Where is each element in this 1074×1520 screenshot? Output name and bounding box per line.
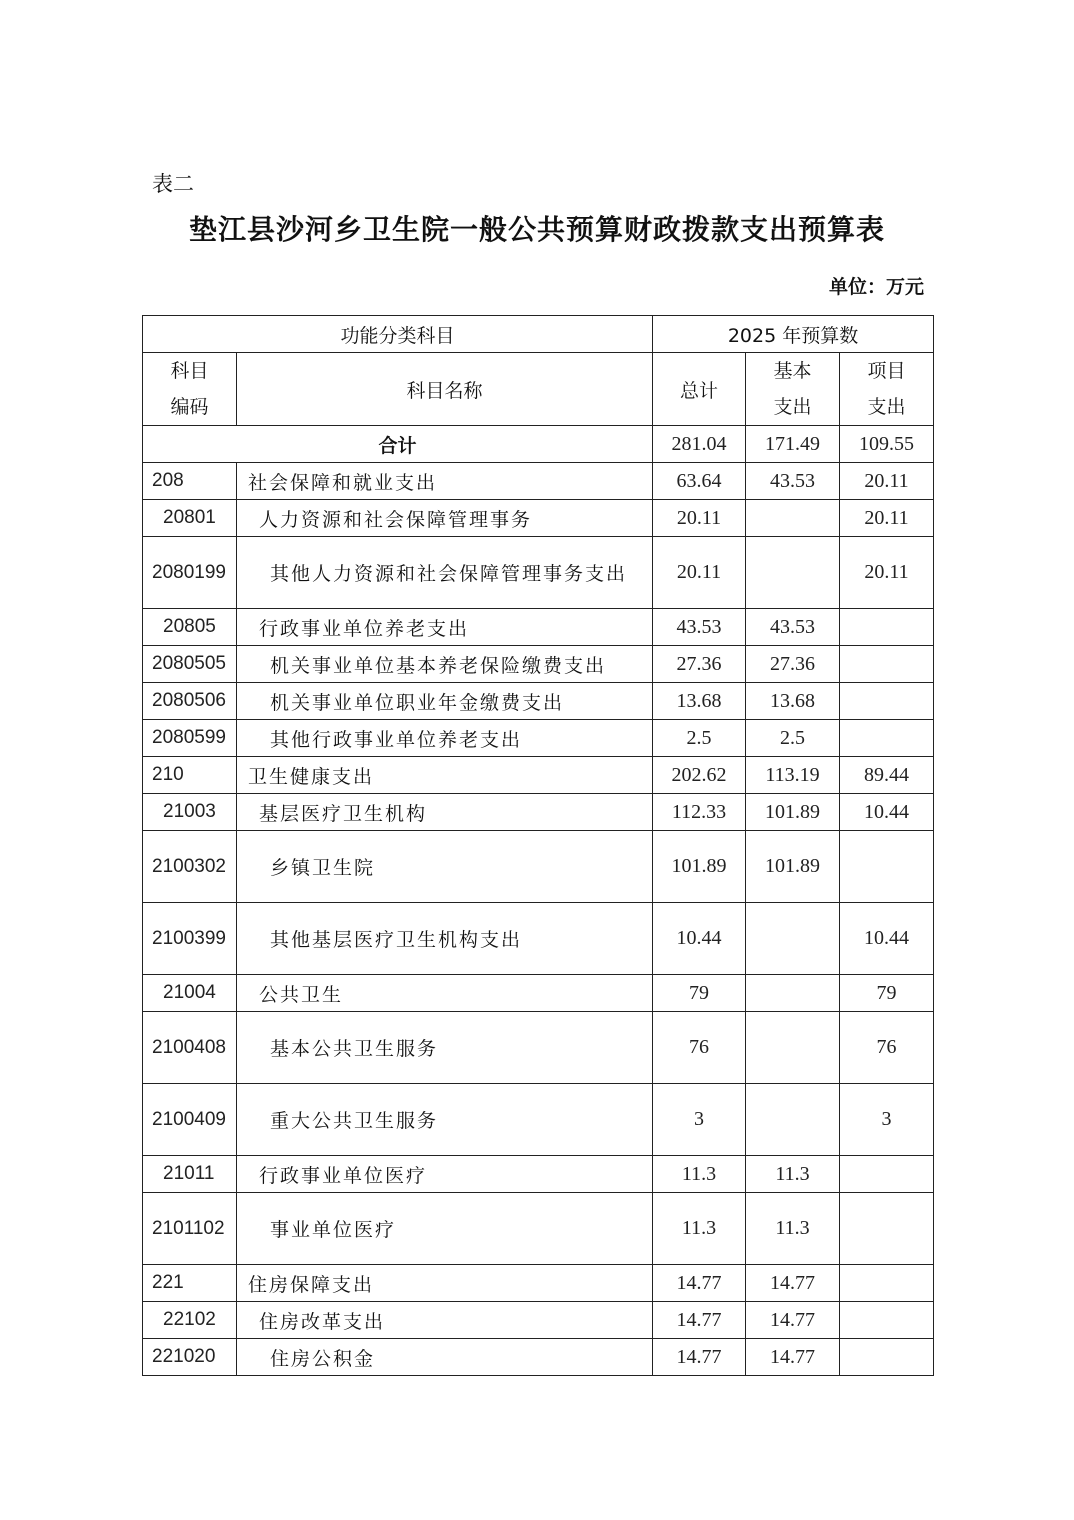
row-project [840, 646, 934, 683]
header-code [143, 353, 237, 426]
table-row [143, 1193, 934, 1265]
row-basic: 14.77 [746, 1302, 840, 1339]
row-code: 208 [143, 463, 237, 500]
row-project: 10.44 [840, 794, 934, 831]
row-code: 221 [143, 1265, 237, 1302]
table-row [143, 757, 934, 794]
row-code: 2100409 [143, 1084, 237, 1156]
header-basic [746, 353, 840, 426]
row-name: 住房保障支出 [237, 1265, 653, 1302]
row-code: 2080199 [143, 537, 237, 609]
table-row [143, 1339, 934, 1376]
row-project [840, 1193, 934, 1265]
row-name: 住房改革支出 [237, 1302, 653, 1339]
budget-table [142, 315, 934, 1376]
row-basic [746, 903, 840, 975]
row-total: 101.89 [653, 831, 746, 903]
row-basic: 14.77 [746, 1265, 840, 1302]
row-total: 10.44 [653, 903, 746, 975]
row-name: 重大公共卫生服务 [237, 1084, 653, 1156]
header-basic-line2: 支出 [773, 396, 812, 418]
row-name: 公共卫生 [237, 975, 653, 1012]
row-total: 13.68 [653, 683, 746, 720]
row-code: 21011 [143, 1156, 237, 1193]
row-project [840, 831, 934, 903]
table-row [143, 975, 934, 1012]
row-basic [746, 537, 840, 609]
row-basic: 113.19 [746, 757, 840, 794]
table-row [143, 903, 934, 975]
row-total: 3 [653, 1084, 746, 1156]
header-name: 科目名称 [237, 353, 653, 426]
row-name: 事业单位医疗 [237, 1193, 653, 1265]
table-row [143, 1012, 934, 1084]
total-basic: 171.49 [746, 426, 840, 463]
row-name: 乡镇卫生院 [237, 831, 653, 903]
row-basic: 43.53 [746, 609, 840, 646]
unit-label: 单位：万元 [828, 276, 924, 298]
row-project: 10.44 [840, 903, 934, 975]
row-name: 机关事业单位基本养老保险缴费支出 [237, 646, 653, 683]
table-row [143, 646, 934, 683]
row-code: 2080505 [143, 646, 237, 683]
document-title: 垫江县沙河乡卫生院一般公共预算财政拨款支出预算表 [188, 213, 885, 246]
row-total: 14.77 [653, 1265, 746, 1302]
row-basic [746, 1084, 840, 1156]
header-project [840, 353, 934, 426]
row-basic: 101.89 [746, 831, 840, 903]
row-name: 住房公积金 [237, 1339, 653, 1376]
row-project [840, 720, 934, 757]
header-project-line2: 支出 [867, 396, 906, 418]
table-row [143, 794, 934, 831]
row-name: 基本公共卫生服务 [237, 1012, 653, 1084]
table-row [143, 831, 934, 903]
row-total: 112.33 [653, 794, 746, 831]
table-row [143, 500, 934, 537]
row-total: 2.5 [653, 720, 746, 757]
row-project: 76 [840, 1012, 934, 1084]
row-code: 2100399 [143, 903, 237, 975]
row-code: 2100408 [143, 1012, 237, 1084]
total-project: 109.55 [840, 426, 934, 463]
row-basic: 11.3 [746, 1193, 840, 1265]
table-row [143, 1084, 934, 1156]
row-total: 76 [653, 1012, 746, 1084]
table-row [143, 609, 934, 646]
row-project: 89.44 [840, 757, 934, 794]
row-total: 11.3 [653, 1156, 746, 1193]
row-code: 21004 [143, 975, 237, 1012]
row-code: 20805 [143, 609, 237, 646]
row-project [840, 1265, 934, 1302]
row-basic: 27.36 [746, 646, 840, 683]
row-code: 2101102 [143, 1193, 237, 1265]
row-code: 21003 [143, 794, 237, 831]
row-total: 43.53 [653, 609, 746, 646]
row-project [840, 1156, 934, 1193]
table-row [143, 1302, 934, 1339]
table-row [143, 683, 934, 720]
row-code: 20801 [143, 500, 237, 537]
row-total: 14.77 [653, 1302, 746, 1339]
row-code: 221020 [143, 1339, 237, 1376]
row-basic [746, 1012, 840, 1084]
header-row-group [143, 316, 934, 353]
row-code: 210 [143, 757, 237, 794]
row-project [840, 1339, 934, 1376]
row-total: 20.11 [653, 500, 746, 537]
row-name: 其他基层医疗卫生机构支出 [237, 903, 653, 975]
row-project: 3 [840, 1084, 934, 1156]
header-functional-classification: 功能分类科目 [143, 316, 653, 353]
row-project [840, 609, 934, 646]
header-row-columns [143, 353, 934, 426]
row-code: 22102 [143, 1302, 237, 1339]
row-project: 20.11 [840, 500, 934, 537]
row-project: 20.11 [840, 463, 934, 500]
row-name: 人力资源和社会保障管理事务 [237, 500, 653, 537]
row-name: 行政事业单位医疗 [237, 1156, 653, 1193]
table-row [143, 720, 934, 757]
row-basic: 14.77 [746, 1339, 840, 1376]
row-basic: 13.68 [746, 683, 840, 720]
total-label: 合计 [143, 426, 653, 463]
header-code-line2: 编码 [170, 396, 209, 418]
row-name: 其他人力资源和社会保障管理事务支出 [237, 537, 653, 609]
row-code: 2080506 [143, 683, 237, 720]
row-basic: 2.5 [746, 720, 840, 757]
row-total: 11.3 [653, 1193, 746, 1265]
table-row [143, 463, 934, 500]
row-basic: 43.53 [746, 463, 840, 500]
row-project [840, 1302, 934, 1339]
row-total: 14.77 [653, 1339, 746, 1376]
row-code: 2100302 [143, 831, 237, 903]
row-project: 20.11 [840, 537, 934, 609]
row-basic [746, 975, 840, 1012]
row-total: 63.64 [653, 463, 746, 500]
row-name: 卫生健康支出 [237, 757, 653, 794]
row-code: 2080599 [143, 720, 237, 757]
row-total: 79 [653, 975, 746, 1012]
row-basic [746, 500, 840, 537]
row-name: 其他行政事业单位养老支出 [237, 720, 653, 757]
row-total: 202.62 [653, 757, 746, 794]
row-total: 20.11 [653, 537, 746, 609]
row-basic: 11.3 [746, 1156, 840, 1193]
row-name: 基层医疗卫生机构 [237, 794, 653, 831]
row-total: 27.36 [653, 646, 746, 683]
total-row [143, 426, 934, 463]
row-basic: 101.89 [746, 794, 840, 831]
row-name: 行政事业单位养老支出 [237, 609, 653, 646]
row-project: 79 [840, 975, 934, 1012]
header-total: 总计 [653, 353, 746, 426]
header-basic-line1: 基本 [773, 360, 812, 382]
table-row [143, 1265, 934, 1302]
header-project-line1: 项目 [867, 360, 906, 382]
row-name: 社会保障和就业支出 [237, 463, 653, 500]
row-name: 机关事业单位职业年金缴费支出 [237, 683, 653, 720]
table-row [143, 1156, 934, 1193]
total-total: 281.04 [653, 426, 746, 463]
table-number: 表二 [152, 172, 194, 196]
row-project [840, 683, 934, 720]
header-budget-year: 2025 年预算数 [653, 316, 934, 353]
header-code-line1: 科目 [170, 360, 209, 382]
table-row [143, 537, 934, 609]
